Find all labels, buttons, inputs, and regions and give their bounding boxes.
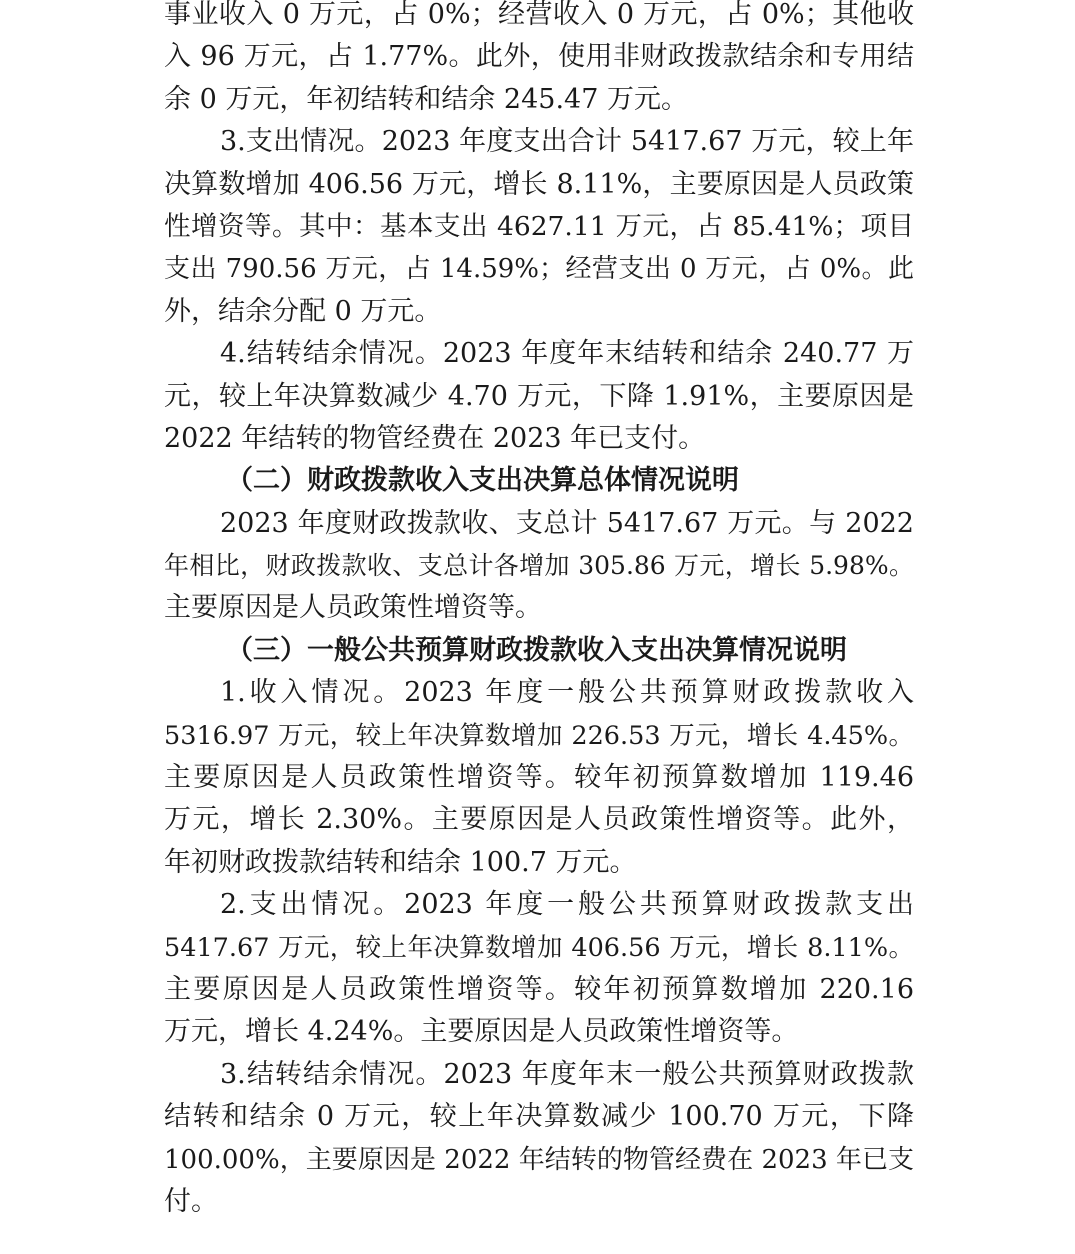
- section-heading: （三）一般公共预算财政拨款收入支出决算情况说明: [226, 634, 847, 666]
- paragraph-line: 3.支出情况。2023 年度支出合计 5417.67 万元，较上年: [220, 126, 914, 158]
- paragraph-line: 主要原因是人员政策性增资等。较年初预算数增加 119.46: [164, 762, 914, 794]
- paragraph-line: 4.结转结余情况。2023 年度年末结转和结余 240.77 万: [220, 338, 914, 370]
- paragraph-line: 5316.97 万元，较上年决算数增加 226.53 万元，增长 4.45%。: [164, 720, 914, 751]
- paragraph-line: 5417.67 万元，较上年决算数增加 406.56 万元，增长 8.11%。: [164, 932, 914, 963]
- paragraph-line: 1.收入情况。2023 年度一般公共预算财政拨款收入: [220, 677, 914, 709]
- paragraph-line: 入 96 万元，占 1.77%。此外，使用非财政拨款结余和专用结: [164, 41, 914, 73]
- paragraph-line: 100.00%，主要原因是 2022 年结转的物管经费在 2023 年已支: [164, 1144, 914, 1175]
- paragraph-line: 2022 年结转的物管经费在 2023 年已支付。: [164, 422, 706, 454]
- paragraph-line: 2023 年度财政拨款收、支总计 5417.67 万元。与 2022: [220, 507, 914, 539]
- paragraph-line: 2.支出情况。2023 年度一般公共预算财政拨款支出: [220, 889, 914, 921]
- paragraph-line: 付。: [164, 1185, 218, 1217]
- paragraph-line: 万元，增长 4.24%。主要原因是人员政策性增资等。: [164, 1016, 799, 1048]
- section-heading: （二）财政拨款收入支出决算总体情况说明: [226, 465, 739, 497]
- paragraph-line: 余 0 万元，年初结转和结余 245.47 万元。: [164, 83, 688, 115]
- paragraph-line: 年初财政拨款结转和结余 100.7 万元。: [164, 846, 637, 878]
- document-body: [164, 0, 914, 1223]
- paragraph-line: 主要原因是人员政策性增资等。较年初预算数增加 220.16: [164, 973, 914, 1005]
- paragraph-line: 决算数增加 406.56 万元，增长 8.11%，主要原因是人员政策: [164, 168, 914, 200]
- paragraph-line: 元，较上年决算数减少 4.70 万元，下降 1.91%，主要原因是: [164, 380, 914, 412]
- paragraph-line: 事业收入 0 万元，占 0%；经营收入 0 万元，占 0%；其他收: [164, 0, 914, 30]
- paragraph-line: 性增资等。其中：基本支出 4627.11 万元，占 85.41%；项目: [164, 210, 914, 242]
- paragraph-line: 外，结余分配 0 万元。: [164, 295, 442, 327]
- paragraph-line: 年相比，财政拨款收、支总计各增加 305.86 万元，增长 5.98%。: [164, 551, 914, 581]
- paragraph-line: 支出 790.56 万元，占 14.59%；经营支出 0 万元，占 0%。此: [164, 254, 914, 285]
- paragraph-line: 结转和结余 0 万元，较上年决算数减少 100.70 万元，下降: [164, 1101, 914, 1133]
- paragraph-line: 3.结转结余情况。2023 年度年末一般公共预算财政拨款: [220, 1058, 914, 1090]
- paragraph-line: 万元，增长 2.30%。主要原因是人员政策性增资等。此外，: [164, 804, 914, 836]
- paragraph-line: 主要原因是人员政策性增资等。: [164, 592, 542, 624]
